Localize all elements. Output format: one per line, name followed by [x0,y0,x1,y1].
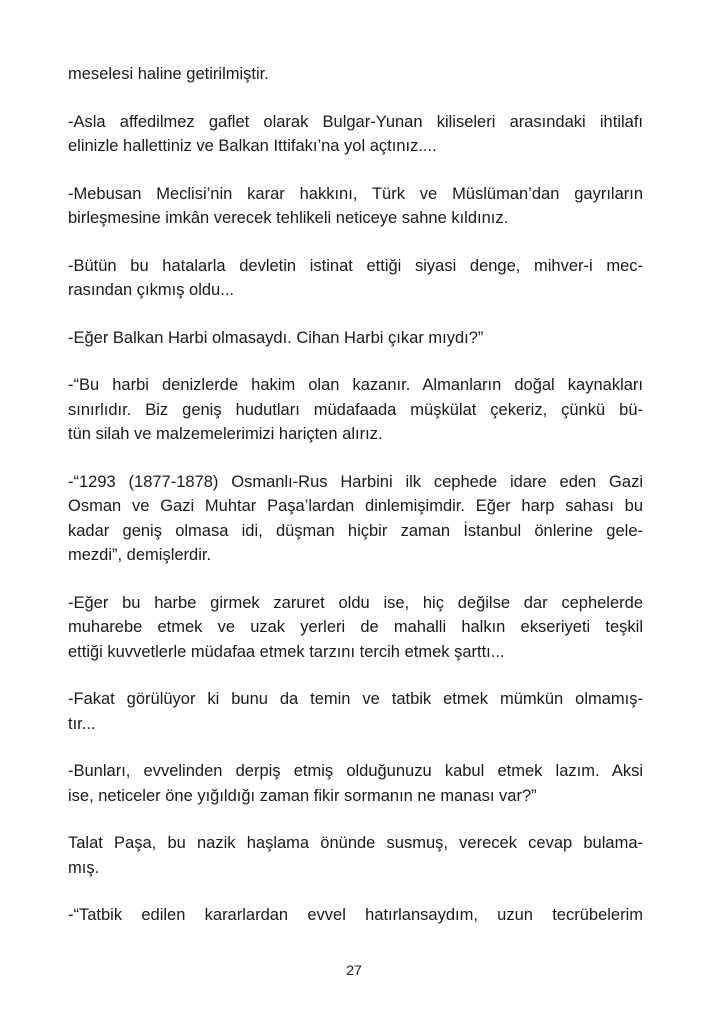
text-line: -Bunları, evvelinden derpiş etmiş olduğunuzu kabul etmek lazım. Aksi [68,762,643,780]
text-line: ise, neticeler öne yığıldığı zaman fikir sormanın ne manası var?” [68,786,537,805]
paragraph [68,903,643,928]
text-line: sınırlıdır. Biz geniş hudutları müdafaada müşkülat çekeriz, çünkü bü- [68,400,643,419]
text-line: -“Bu harbi denizlerde hakim olan kazanır. Almanların doğal kaynakları [68,376,643,394]
paragraph [68,182,643,231]
text-line: rasından çıkmış oldu... [68,281,234,299]
paragraph [68,326,643,351]
paragraph [68,470,643,568]
text-line: -Eğer Balkan Harbi olmasaydı. Cihan Harbi çıkar mıydı?” [68,328,484,347]
paragraph [68,62,643,87]
text-line: tün silah ve malzemelerimizi hariçten alırız. [68,425,383,443]
text-line: Osman ve Gazi Muhtar Paşa’lardan dinlemişimdir. Eğer harp sahası bu [68,497,643,515]
text-line: elinizle hallettiniz ve Balkan Ittifakı’na yol açtınız.... [68,137,437,155]
paragraph [68,110,643,159]
text-line: birleşmesine imkân verecek tehlikeli neticeye sahne kıldınız. [68,209,509,227]
text-line: mış. [68,858,100,877]
text-line: ettiği kuvvetlerle müdafaa etmek tarzını tercih etmek şarttı... [68,642,505,661]
text-line: -Bütün bu hatalarla devletin istinat ettiği siyasi denge, mihver-i mec- [68,256,643,275]
text-line: kadar geniş olmasa idi, düşman hiçbir zaman İstanbul önlerine gele- [68,521,643,540]
paragraph [68,254,643,303]
text-line: -“Tatbik edilen kararlardan evvel hatırlansaydım, uzun tecrübelerim [68,906,643,924]
text-line: mezdi”, demişlerdir. [68,546,212,564]
paragraph [68,759,643,808]
paragraph [68,831,643,880]
text-line: -Mebusan Meclisi’nin karar hakkını, Türk ve Müslüman’dan gayrıların [68,184,643,203]
text-line: -Eğer bu harbe girmek zaruret oldu ise, hiç değilse dar cephelerde [68,593,643,612]
paragraph [68,591,643,665]
text-line: tır... [68,714,96,733]
text-line: -Asla affedilmez gaflet olarak Bulgar-Yunan kiliseleri arasındaki ihtilafı [68,112,643,131]
paragraph [68,373,643,447]
text-line: meselesi haline getirilmiştir. [68,65,269,83]
text-line: Talat Paşa, bu nazik haşlama önünde susmuş, verecek cevap bulama- [68,834,643,852]
text-line: muharebe etmek ve uzak yerleri de mahalli halkın ekseriyeti teşkil [68,618,643,636]
text-line: -“1293 (1877-1878) Osmanlı-Rus Harbini ilk cephede idare eden Gazi [68,472,643,491]
paragraph [68,687,643,736]
body-text [68,62,643,951]
page-number: 27 [346,962,362,978]
text-line: -Fakat görülüyor ki bunu da temin ve tatbik etmek mümkün olmamış- [68,690,643,708]
